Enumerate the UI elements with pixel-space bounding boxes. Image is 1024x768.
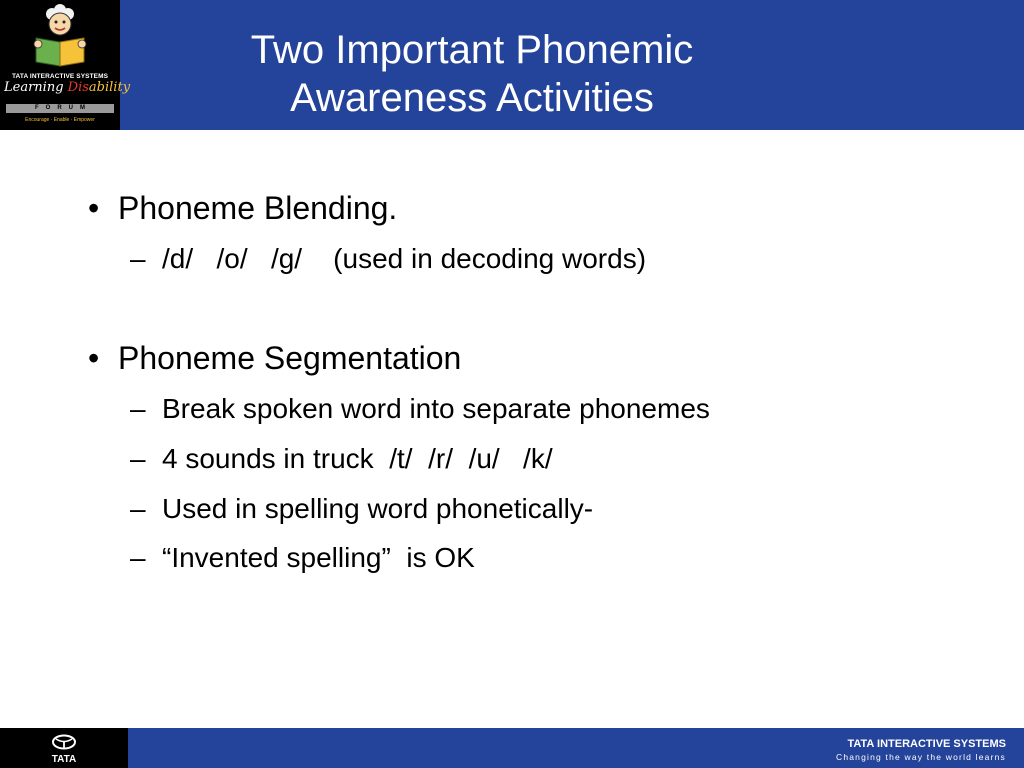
logo-tagline: Encourage · Enable · Empower bbox=[25, 117, 95, 123]
logo-company-text: TATA INTERACTIVE SYSTEMS bbox=[11, 73, 109, 80]
slide-title-line-2: Awareness Activities bbox=[290, 76, 654, 120]
bullet-text: Phoneme Blending. bbox=[118, 190, 398, 226]
bullet-mark: • bbox=[88, 190, 100, 226]
tata-logo bbox=[0, 728, 128, 768]
sub-bullet-mark: – bbox=[130, 443, 146, 474]
sub-bullet-text: /d/ /o/ /g/ (used in decoding words) bbox=[162, 243, 647, 274]
footer-brand bbox=[848, 738, 1007, 750]
header-band bbox=[0, 0, 1024, 130]
logo-name-learning: Learning bbox=[4, 80, 68, 95]
sub-bullet-mark: – bbox=[130, 393, 146, 424]
sub-bullet-text: 4 sounds in truck /t/ /r/ /u/ /k/ bbox=[162, 443, 553, 474]
sub-bullet-text: Used in spelling word phonetically- bbox=[162, 493, 594, 524]
tata-emblem-icon bbox=[38, 733, 90, 765]
bullet-mark: • bbox=[88, 340, 100, 376]
reading-child-icon bbox=[0, 0, 120, 72]
footer-brand-rest: INTERACTIVE SYSTEMS bbox=[873, 738, 1006, 750]
bullet-text: Phoneme Segmentation bbox=[118, 340, 462, 376]
sub-bullet-text: “Invented spelling” is OK bbox=[162, 542, 475, 573]
sub-bullet-mark: – bbox=[130, 542, 146, 573]
sub-bullet-text: Break spoken word into separate phonemes bbox=[162, 393, 710, 424]
learning-disability-forum-logo bbox=[0, 0, 131, 130]
footer-tagline: Changing the way the world learns bbox=[835, 752, 1006, 762]
slide-title-line-1: Two Important Phonemic bbox=[250, 28, 694, 72]
slide-title bbox=[120, 26, 824, 122]
logo-name-text bbox=[4, 80, 131, 95]
footer-brand-tata: TATA bbox=[847, 738, 874, 750]
logo-name-dis: Dis bbox=[67, 80, 89, 95]
sub-bullet-mark: – bbox=[130, 493, 146, 524]
sub-bullet-mark: – bbox=[130, 243, 146, 274]
footer-band bbox=[0, 728, 1024, 768]
logo-name-ability: ability bbox=[88, 80, 131, 95]
logo-forum-strip: FORUM bbox=[6, 104, 114, 113]
tata-logo-word: TATA bbox=[51, 754, 77, 765]
